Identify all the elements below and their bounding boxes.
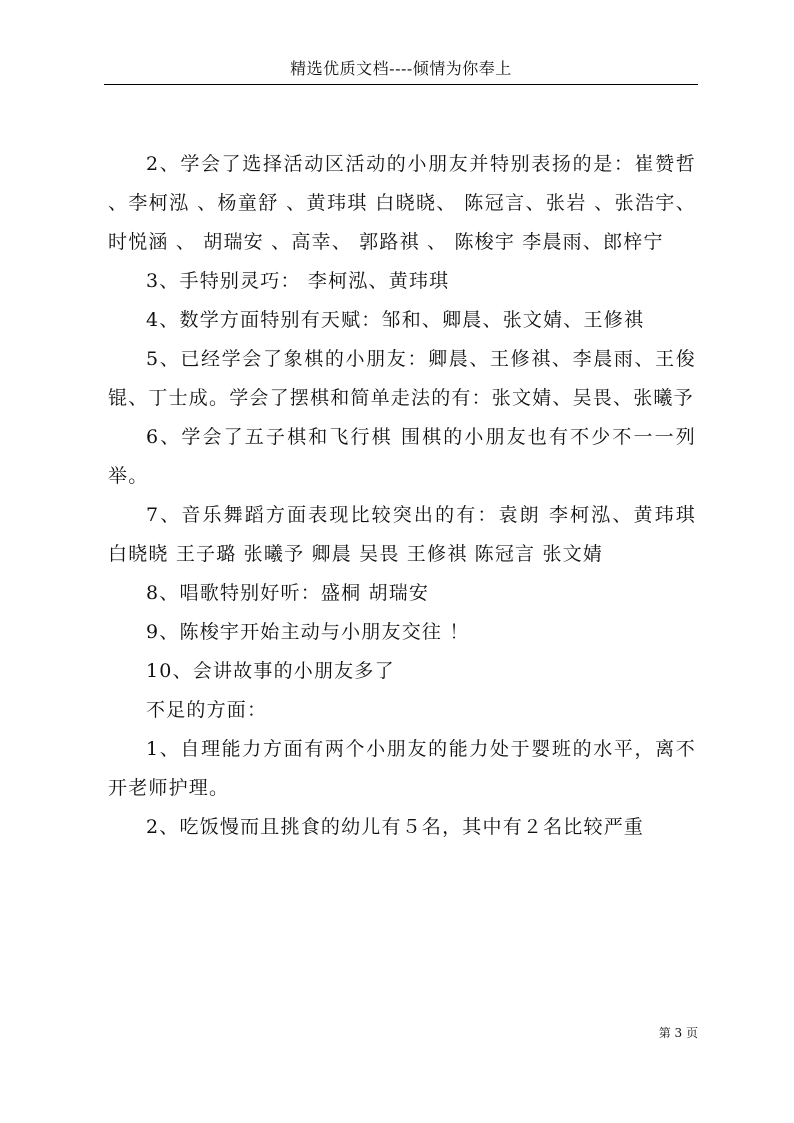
page-number: 第 3 页 bbox=[658, 1026, 698, 1040]
paragraph-item-2-praise: 2、学会了选择活动区活动的小朋友并特别表扬的是：崔赞哲 、李柯泓 、杨童舒 、黄玮琪 白晓晓、 陈冠言、张岩 、张浩宇、 时悦涵 、 胡瑞安 、高幸、 郭路祺 、 陈梭宇 李晨雨、郎梓宁 bbox=[108, 153, 696, 253]
paragraph-item-8-singing: 8、唱歌特别好听：盛桐 胡瑞安 bbox=[146, 582, 430, 604]
paragraph-item-7-music-dance: 7、音乐舞蹈方面表现比较突出的有：袁朗 李柯泓、黄玮琪 白晓晓 王子璐 张曦予 卿晨 吴畏 王修祺 陈冠言 张文婧 bbox=[108, 504, 696, 565]
header-divider bbox=[104, 84, 698, 85]
paragraph-item-4-math: 4、数学方面特别有天赋：邹和、卿晨、张文婧、王修祺 bbox=[146, 309, 645, 331]
paragraph-item-10-storytelling: 10、会讲故事的小朋友多了 bbox=[146, 660, 395, 682]
paragraph-shortcoming-2: 2、吃饭慢而且挑食的幼儿有５名，其中有２名比较严重 bbox=[146, 816, 645, 838]
section-heading-shortcomings: 不足的方面： bbox=[146, 699, 268, 721]
paragraph-item-9-social: 9、陈梭宇开始主动与小朋友交往 ！ bbox=[146, 621, 470, 643]
document-body bbox=[108, 145, 696, 847]
paragraph-shortcoming-1: 1、自理能力方面有两个小朋友的能力处于婴班的水平，离不开老师护理。 bbox=[108, 738, 696, 799]
paragraph-item-3-hands: 3、手特别灵巧： 李柯泓、黄玮琪 bbox=[146, 270, 450, 292]
paragraph-item-5-chess: 5、已经学会了象棋的小朋友：卿晨、王修祺、李晨雨、王俊锟、丁士成。学会了摆棋和简单走法的有：张文婧、吴畏、张曦予 bbox=[108, 348, 696, 409]
paragraph-item-6-games: 6、学会了五子棋和飞行棋 围棋的小朋友也有不少不一一列举。 bbox=[108, 426, 696, 487]
page-header-title: 精选优质文档----倾情为你奉上 bbox=[290, 59, 512, 78]
